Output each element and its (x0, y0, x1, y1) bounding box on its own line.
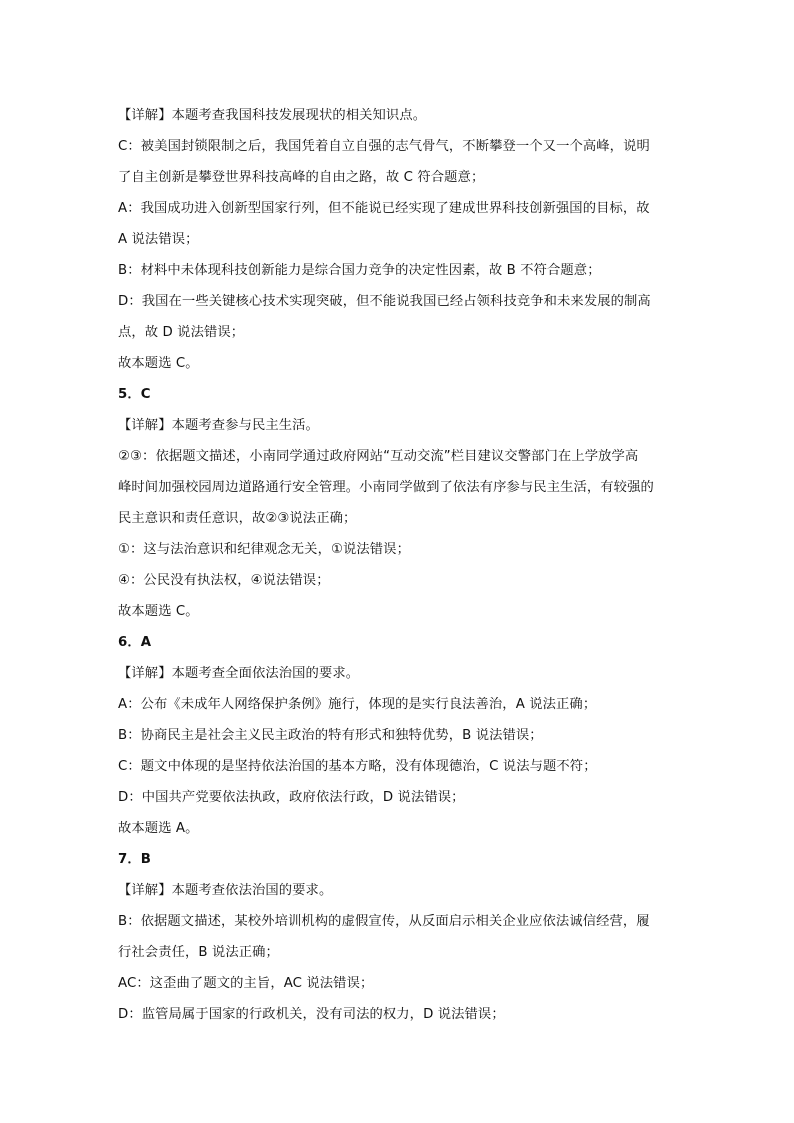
option-d-analysis: D：我国在一些关键核心技术实现突破，但不能说我国已经占领科技竞争和未来发展的制高 (118, 294, 651, 309)
q6-option-b-analysis: B：协商民主是社会主义民主政治的特有形式和独特优势，B 说法错误； (118, 728, 543, 743)
option-23-analysis: ②③：依据题文描述，小南同学通过政府网站“互动交流”栏目建议交警部门在上学放学高 (118, 449, 639, 464)
question-number-7: 7．B (118, 852, 151, 867)
explanation-heading-q7: 【详解】本题考查依法治国的要求。 (118, 883, 333, 898)
question-number-6: 6．A (118, 635, 152, 650)
option-c-analysis: C：被美国封锁限制之后，我国凭着自立自强的志气骨气，不断攀登一个又一个高峰，说明 (118, 139, 650, 154)
option-23-analysis-cont: 峰时间加强校园周边道路通行安全管理。小南同学做到了依法有序参与民主生活，有较强的 (118, 480, 654, 495)
question-number-5: 5．C (118, 387, 151, 402)
q6-option-c-analysis: C：题文中体现的是坚持依法治国的基本方略，没有体现德治，C 说法与题不符； (118, 759, 597, 774)
explanation-heading-q6: 【详解】本题考查全面依法治国的要求。 (118, 666, 360, 681)
q7-option-ac-analysis: AC：这歪曲了题文的主旨，AC 说法错误； (118, 976, 374, 991)
answer-conclusion-q6: 故本题选 A。 (118, 821, 199, 836)
option-d-analysis-cont: 点，故 D 说法错误； (118, 325, 245, 340)
q7-option-b-analysis-cont: 行社会责任，B 说法正确； (118, 945, 279, 960)
option-b-analysis: B：材料中未体现科技创新能力是综合国力竞争的决定性因素，故 B 不符合题意； (118, 263, 601, 278)
explanation-heading-q5: 【详解】本题考查参与民主生活。 (118, 418, 319, 433)
option-a-analysis-cont: A 说法错误； (118, 232, 199, 247)
explanation-heading-q4: 【详解】本题考查我国科技发展现状的相关知识点。 (118, 108, 427, 123)
q6-option-a-analysis: A：公布《未成年人网络保护条例》施行，体现的是实行良法善治，A 说法正确； (118, 697, 597, 712)
q7-option-d-analysis: D：监管局属于国家的行政机关，没有司法的权力，D 说法错误； (118, 1007, 505, 1022)
answer-conclusion-q4: 故本题选 C。 (118, 356, 199, 371)
q7-option-b-analysis: B：依据题文描述，某校外培训机构的虚假宣传，从反面启示相关企业应依法诚信经营，履 (118, 914, 650, 929)
q6-option-d-analysis: D：中国共产党要依法执政，政府依法行政，D 说法错误； (118, 790, 465, 805)
option-1-analysis: ①：这与法治意识和纪律观念无关，①说法错误； (118, 542, 410, 557)
option-4-analysis: ④：公民没有执法权，④说法错误； (118, 573, 330, 588)
option-a-analysis: A：我国成功进入创新型国家行列，但不能说已经实现了建成世界科技创新强国的目标，故 (118, 201, 650, 216)
answer-conclusion-q5: 故本题选 C。 (118, 604, 199, 619)
option-c-analysis-cont: 了自主创新是攀登世界科技高峰的自由之路，故 C 符合题意； (118, 170, 485, 185)
option-23-analysis-cont2: 民主意识和责任意识，故②③说法正确； (118, 511, 357, 526)
answer-explanations (118, 100, 682, 1030)
